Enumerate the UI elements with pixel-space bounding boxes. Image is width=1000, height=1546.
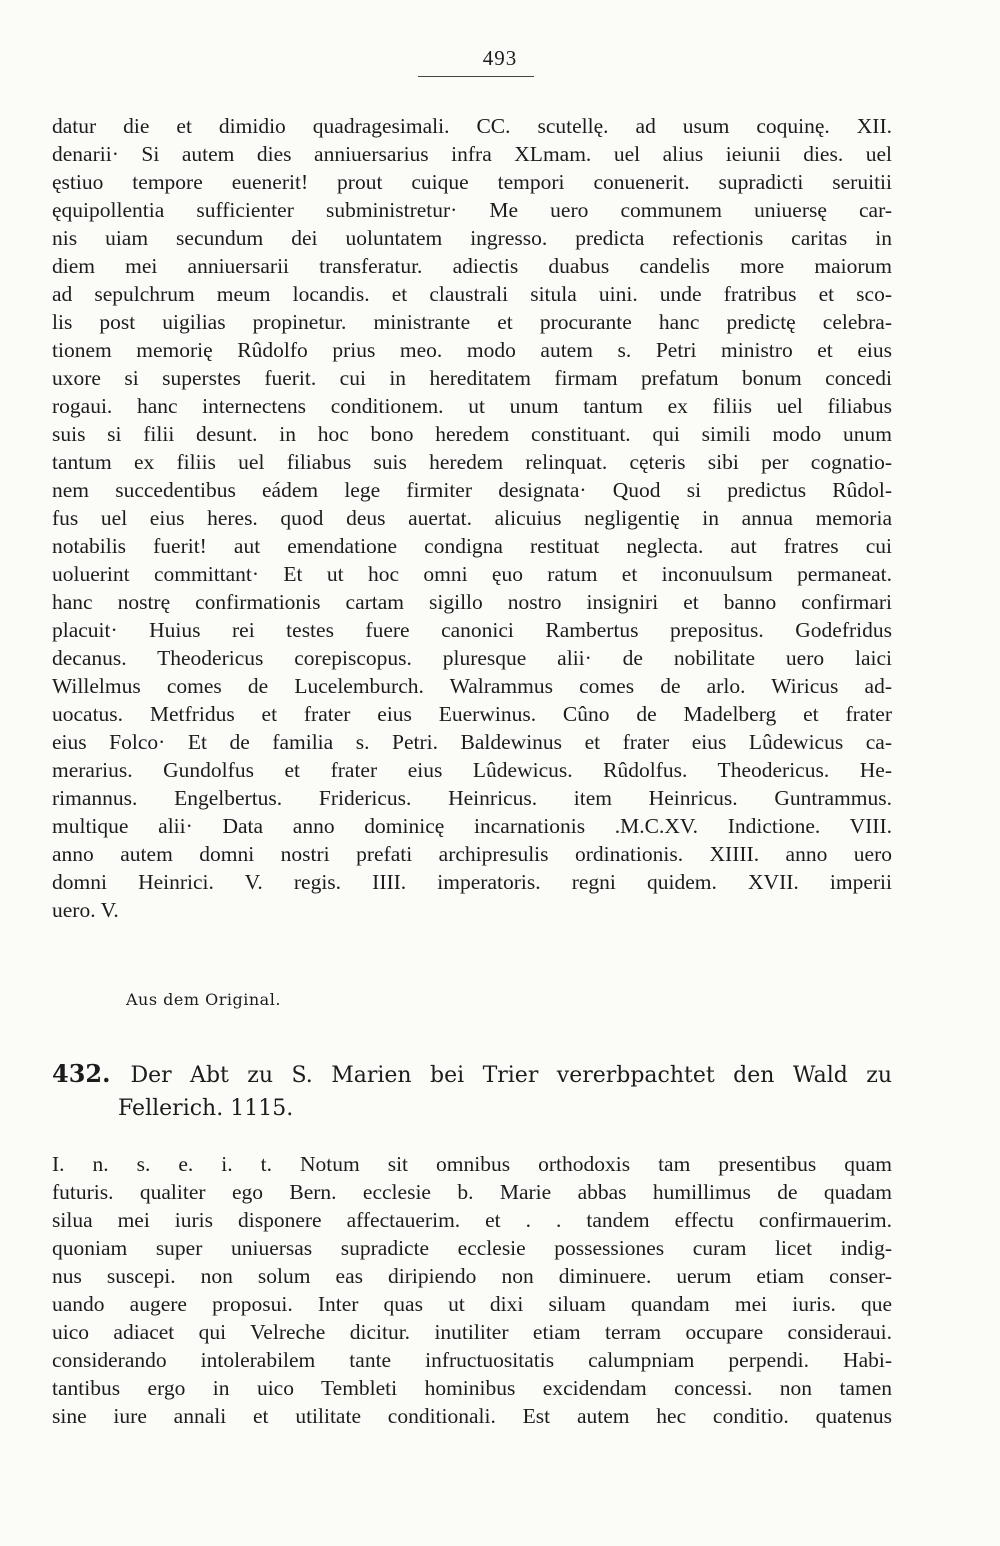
header-rule [418,76,534,77]
text-line: notabilis fuerit! aut emendatione condigna restituat neglecta. aut fratres cui [52,534,892,558]
heading-title: Der Abt zu S. Marien bei Trier vererbpachtet den Wald zu [130,1063,892,1088]
text-line: tantibus ergo in uico Tembleti hominibus excidendam concessi. non tamen [52,1376,892,1400]
heading-line-2: Fellerich. 1115. [118,1096,294,1121]
text-line: uero. V. [52,898,119,922]
text-line: ad sepulchrum meum locandis. et claustrali situla uini. unde fratribus et sco- [52,282,892,306]
text-line: uando augere proposui. Inter quas ut dixi siluam quandam mei iuris. que [52,1292,892,1316]
text-line: datur die et dimidio quadragesimali. CC. scutellę. ad usum coquinę. XII. [52,114,892,138]
charter-text-432 [52,1150,892,1430]
text-line: silua mei iuris disponere affectauerim. et . . tandem effectu confirmauerim. [52,1208,892,1232]
text-line: Willelmus comes de Lucelemburch. Walrammus comes de arlo. Wiricus ad- [52,674,892,698]
text-line: diem mei anniuersarii transferatur. adiectis duabus candelis more maiorum [52,254,892,278]
text-line: quoniam super uniuersas supradicte ecclesie possessiones curam licet indig- [52,1236,892,1260]
text-line: uoluerint committant· Et ut hoc omni ęuo ratum et inconuulsum permaneat. [52,562,892,586]
heading-line-1 [52,1056,892,1091]
text-line: nem succedentibus eádem lege firmiter designata· Quod si predictus Rûdol- [52,478,892,502]
text-line: lis post uigilias propinetur. ministrante et procurante hanc predictę celebra- [52,310,892,334]
text-line: uxore si superstes fuerit. cui in hereditatem firmam prefatum bonum concedi [52,366,892,390]
document-heading [52,1056,892,1126]
text-line: suis si filii desunt. in hoc bono heredem constituant. qui simili modo unum [52,422,892,446]
text-line: anno autem domni nostri prefati archipresulis ordinationis. XIIII. anno uero [52,842,892,866]
text-line: ęstiuo tempore euenerit! prout cuique tempori conuenerit. supradicti seruitii [52,170,892,194]
text-line: tionem memorię Rûdolfo prius meo. modo autem s. Petri ministro et eius [52,338,892,362]
text-line: uocatus. Metfridus et frater eius Euerwinus. Cûno de Madelberg et frater [52,702,892,726]
text-line: ęquipollentia sufficienter subministretur· Me uero communem uniuersę car- [52,198,892,222]
text-line: uico adiacet qui Velreche dicitur. inutiliter etiam terram occupare consideraui. [52,1320,892,1344]
text-line: rogaui. hanc internectens conditionem. ut unum tantum ex filiis uel filiabus [52,394,892,418]
text-line: nus suscepi. non solum eas diripiendo non diminuere. uerum etiam conser- [52,1264,892,1288]
charter-text-continuation [52,112,892,924]
text-line: rimannus. Engelbertus. Fridericus. Heinricus. item Heinricus. Guntrammus. [52,786,892,810]
page-number: 493 [482,46,518,70]
text-line: futuris. qualiter ego Bern. ecclesie b. Marie abbas humillimus de quadam [52,1180,892,1204]
text-line: multique alii· Data anno dominicę incarnationis .M.C.XV. Indictione. VIII. [52,814,892,838]
text-line: decanus. Theodericus corepiscopus. pluresque alii· de nobilitate uero laici [52,646,892,670]
text-line: denarii· Si autem dies anniuersarius infra XLmam. uel alius ieiunii dies. uel [52,142,892,166]
text-line: I. n. s. e. i. t. Notum sit omnibus orthodoxis tam presentibus quam [52,1152,892,1176]
text-line: fus uel eius heres. quod deus auertat. alicuius negligentię in annua memoria [52,506,892,530]
text-line: eius Folco· Et de familia s. Petri. Baldewinus et frater eius Lûdewicus ca- [52,730,892,754]
text-line: nis uiam secundum dei uoluntatem ingresso. predicta refectionis caritas in [52,226,892,250]
source-note: Aus dem Original. [126,990,281,1009]
text-line: placuit· Huius rei testes fuere canonici Rambertus prepositus. Godefridus [52,618,892,642]
text-line: hanc nostrę confirmationis cartam sigillo nostro insigniri et banno confirmari [52,590,892,614]
text-line: tantum ex filiis uel filiabus suis heredem relinquat. cęteris sibi per cognatio- [52,450,892,474]
text-line: domni Heinrici. V. regis. IIII. imperatoris. regni quidem. XVII. imperii [52,870,892,894]
text-line: merarius. Gundolfus et frater eius Lûdewicus. Rûdolfus. Theodericus. He- [52,758,892,782]
text-line: considerando intolerabilem tante infructuositatis calumpniam perpendi. Habi- [52,1348,892,1372]
text-line: sine iure annali et utilitate conditionali. Est autem hec conditio. quatenus [52,1404,892,1428]
document-number: 432. [52,1059,111,1088]
